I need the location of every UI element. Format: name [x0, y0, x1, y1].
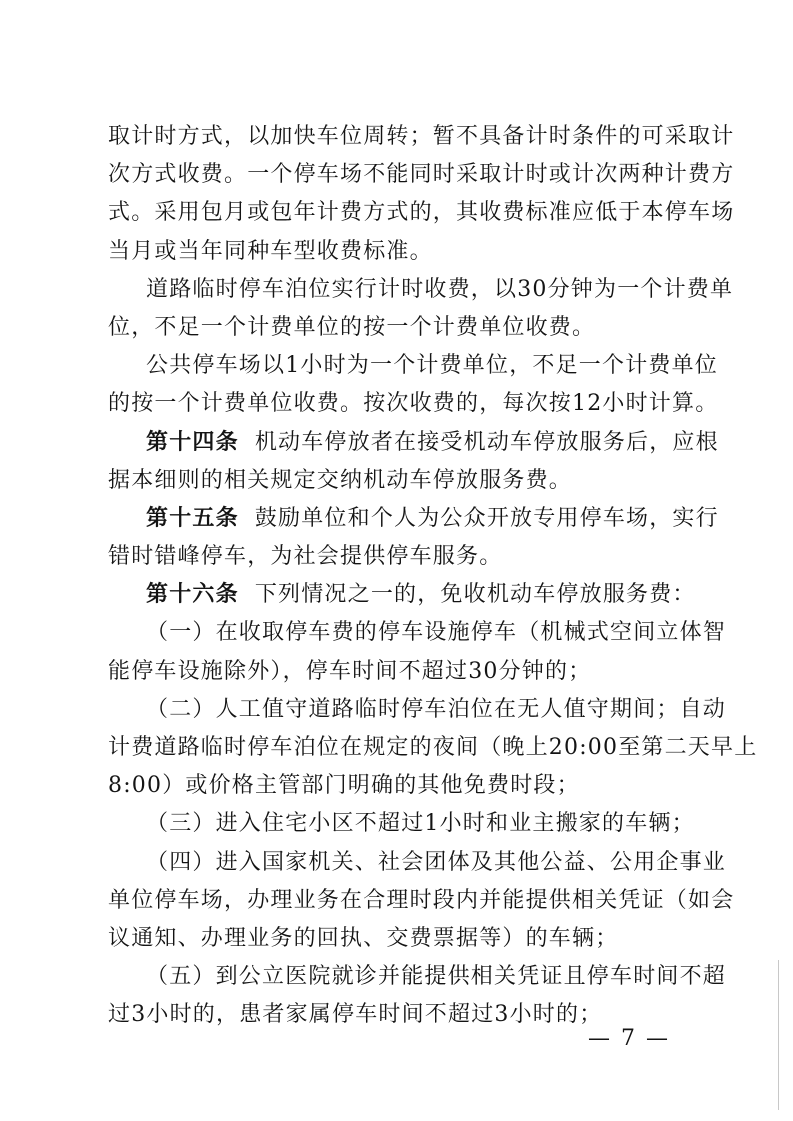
article-15-heading: 第十五条 [146, 505, 239, 531]
text-line: 8:00）或价格主管部门明确的其他免费时段； [108, 773, 580, 799]
text-line: 的按一个计费单位收费。按次收费的，每次按12小时计算。 [108, 391, 719, 417]
list-item-1: （一）在收取停车费的停车设施停车（机械式空间立体智 [146, 620, 727, 646]
article-16-heading: 第十六条 [146, 582, 239, 608]
article-16 [108, 576, 696, 614]
list-item-3: （三）进入住宅小区不超过1小时和业主搬家的车辆； [146, 811, 695, 837]
article-14 [108, 424, 719, 462]
text-line: 计费道路临时停车泊位在规定的夜间（晚上20:00至第二天早上 [108, 735, 758, 760]
text-line: 次方式收费。一个停车场不能同时采取计时或计次两种计费方 [108, 162, 735, 188]
article-16-text: 下列情况之一的，免收机动车停放服务费： [254, 582, 696, 608]
list-item-5: （五）到公立医院就诊并能提供相关凭证且停车时间不超 [146, 964, 727, 990]
text-line: 据本细则的相关规定交纳机动车停放服务费。 [108, 467, 573, 493]
document-body [108, 118, 758, 1035]
scan-edge-divider [778, 960, 779, 1110]
list-item-4: （四）进入国家机关、社会团体及其他公益、公用企事业 [146, 849, 727, 875]
article-15 [108, 500, 719, 538]
text-line: 当月或当年同种车型收费标准。 [108, 238, 433, 264]
text-line: 过3小时的，患者家属停车时间不超过3小时的； [108, 1002, 603, 1028]
article-14-heading: 第十四条 [146, 429, 239, 455]
article-14-text: 机动车停放者在接受机动车停放服务后，应根 [254, 429, 719, 455]
text-line: 错时错峰停车，为社会提供停车服务。 [108, 544, 503, 570]
text-line: 位，不足一个计费单位的按一个计费单位收费。 [108, 314, 596, 340]
text-line: 议通知、办理业务的回执、交费票据等）的车辆； [108, 925, 619, 951]
article-15-text: 鼓励单位和个人为公众开放专用停车场，实行 [254, 505, 719, 531]
paragraph-start: 公共停车场以1小时为一个计费单位，不足一个计费单位 [146, 353, 718, 379]
list-item-2: （二）人工值守道路临时停车泊位在无人值守期间；自动 [146, 696, 727, 722]
text-line: 取计时方式，以加快车位周转；暂不具备计时条件的可采取计 [108, 124, 735, 149]
text-line: 单位停车场，办理业务在合理时段内并能提供相关凭证（如会 [108, 887, 735, 913]
page-number: — 7 — [588, 1026, 670, 1051]
text-line: 式。采用包月或包年计费方式的，其收费标准应低于本停车场 [108, 200, 735, 226]
text-line: 能停车设施除外），停车时间不超过30分钟的； [108, 658, 592, 684]
paragraph-start: 道路临时停车泊位实行计时收费，以30分钟为一个计费单 [146, 276, 734, 302]
